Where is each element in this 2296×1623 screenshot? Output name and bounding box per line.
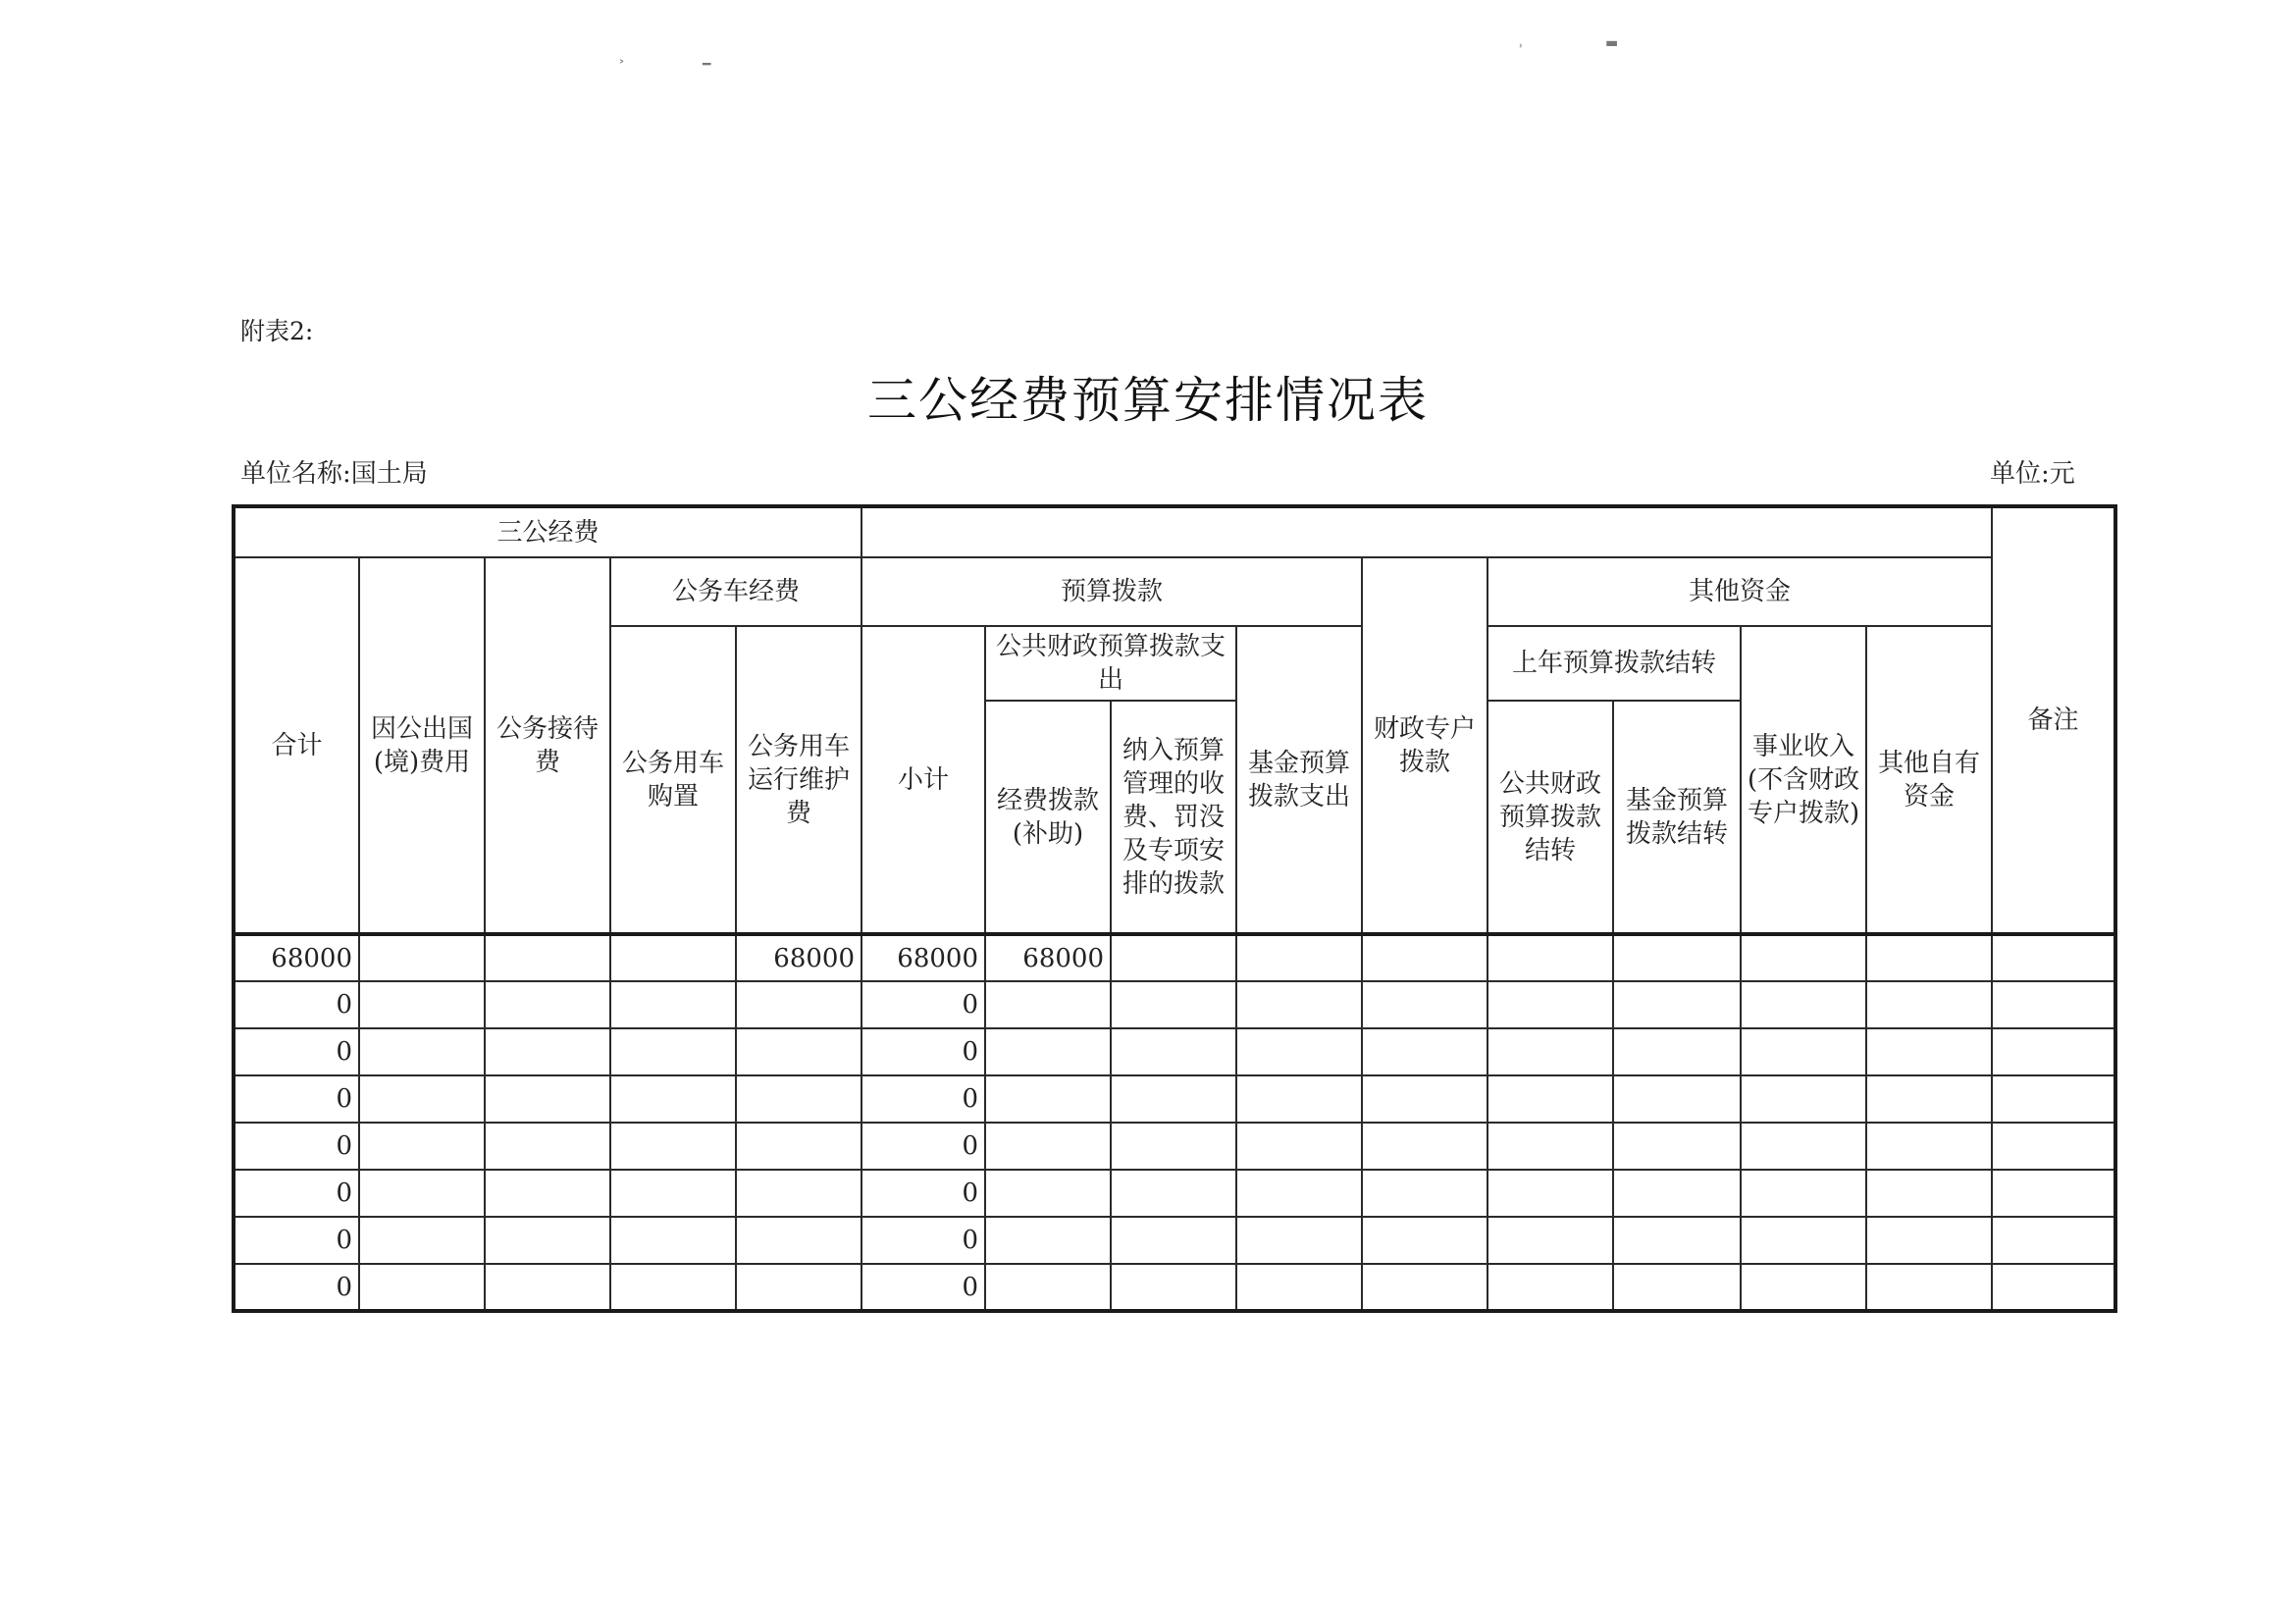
table-cell (736, 1264, 861, 1311)
table-cell (1362, 934, 1487, 981)
table-cell (485, 1170, 610, 1217)
header-naru: 纳入预算管理的收费、罚没及专项安排的拨款 (1111, 701, 1236, 934)
table-cell (1613, 934, 1741, 981)
table-cell (1866, 934, 1992, 981)
table-cell: 0 (234, 1075, 359, 1123)
table-cell (1866, 1264, 1992, 1311)
table-cell (1111, 934, 1236, 981)
annex-label: 附表2: (240, 317, 314, 345)
table-row (234, 1028, 2115, 1075)
table-cell (1613, 1028, 1741, 1075)
table-cell (1741, 1028, 1866, 1075)
header-gouzhi: 公务用车购置 (610, 626, 736, 934)
table-cell (1236, 1170, 1362, 1217)
table-cell (359, 1123, 485, 1170)
table-cell: 0 (861, 1028, 985, 1075)
table-cell (359, 1170, 485, 1217)
table-cell (1992, 1028, 2115, 1075)
currency-unit: 单位:元 (1990, 459, 2075, 489)
table-cell (1236, 1028, 1362, 1075)
table-row (234, 1123, 2115, 1170)
table-row (234, 1217, 2115, 1264)
table-cell: 68000 (985, 934, 1111, 981)
table-cell (1111, 1264, 1236, 1311)
header-shangnian: 上年预算拨款结转 (1487, 626, 1741, 701)
table-cell (1866, 1075, 1992, 1123)
table-cell (736, 1123, 861, 1170)
table-row (234, 1075, 2115, 1123)
table-cell (1362, 981, 1487, 1028)
header-chuguo: 因公出国(境)费用 (359, 557, 485, 934)
table-cell (485, 1217, 610, 1264)
header-gongwuche: 公务车经费 (610, 557, 861, 626)
table-cell (985, 1217, 1111, 1264)
table-cell (359, 1264, 485, 1311)
table-cell: 0 (234, 1123, 359, 1170)
table-cell (1992, 981, 2115, 1028)
table-cell (485, 1123, 610, 1170)
table-cell (1741, 1170, 1866, 1217)
table-cell (610, 1028, 736, 1075)
table-cell (1741, 1217, 1866, 1264)
table-cell (1992, 1170, 2115, 1217)
header-qita-zijin: 其他资金 (1487, 557, 1992, 626)
table-cell: 0 (861, 1217, 985, 1264)
table-cell (736, 1028, 861, 1075)
table-cell: 0 (234, 1217, 359, 1264)
table-cell (610, 934, 736, 981)
header-sangong: 三公经费 (234, 506, 861, 557)
table-cell (1236, 1217, 1362, 1264)
unit-name: 单位名称:国土局 (240, 459, 428, 489)
table-cell (359, 1217, 485, 1264)
table-cell: 0 (861, 1170, 985, 1217)
table-cell (1362, 1217, 1487, 1264)
table-cell (985, 1075, 1111, 1123)
table-cell (1236, 934, 1362, 981)
table-cell (1613, 981, 1741, 1028)
table-cell (1613, 1170, 1741, 1217)
header-heji: 合计 (234, 557, 359, 934)
table-cell (610, 1075, 736, 1123)
table-cell (359, 981, 485, 1028)
table-cell (1613, 1075, 1741, 1123)
table-cell (1236, 1123, 1362, 1170)
table-cell (610, 1123, 736, 1170)
table-cell (985, 1123, 1111, 1170)
table-cell: 68000 (736, 934, 861, 981)
table-cell: 0 (861, 981, 985, 1028)
table-cell (1487, 1123, 1613, 1170)
table-cell: 0 (861, 1264, 985, 1311)
table-cell (736, 1075, 861, 1123)
table-cell (1613, 1217, 1741, 1264)
table-cell (1992, 1075, 2115, 1123)
table-cell: 0 (861, 1123, 985, 1170)
table-cell (1111, 1123, 1236, 1170)
table-cell (1992, 934, 2115, 981)
scan-speck: ˒ (1519, 39, 1524, 55)
table-cell (1487, 981, 1613, 1028)
table-cell: 0 (234, 1264, 359, 1311)
table-cell (1992, 1217, 2115, 1264)
table-cell (985, 1170, 1111, 1217)
table-cell (985, 1264, 1111, 1311)
header-yusuan-bokuan: 预算拨款 (861, 557, 1362, 626)
table-cell (1111, 981, 1236, 1028)
table-cell (1362, 1170, 1487, 1217)
budget-table (232, 504, 2117, 1313)
table-body (234, 934, 2115, 1311)
header-yunxing: 公务用车运行维护费 (736, 626, 861, 934)
table-cell (1111, 1217, 1236, 1264)
table-cell (1487, 1170, 1613, 1217)
table-cell (485, 1264, 610, 1311)
table-cell: 0 (234, 1170, 359, 1217)
table-cell (485, 934, 610, 981)
table-cell (359, 1028, 485, 1075)
table-cell (1741, 1123, 1866, 1170)
table-cell (1362, 1123, 1487, 1170)
table-cell: 0 (861, 1075, 985, 1123)
table-cell (1362, 1075, 1487, 1123)
table-cell (1992, 1264, 2115, 1311)
scan-speck: ━ (703, 57, 711, 73)
table-cell (1487, 934, 1613, 981)
table-cell (1362, 1028, 1487, 1075)
table-cell: 68000 (234, 934, 359, 981)
table-cell (1741, 981, 1866, 1028)
table-cell (1487, 1075, 1613, 1123)
table-cell (485, 1028, 610, 1075)
table-cell (485, 981, 610, 1028)
header-shiye: 事业收入(不含财政专户拨款) (1741, 626, 1866, 934)
table-cell (1362, 1264, 1487, 1311)
table-cell (1741, 934, 1866, 981)
table-cell (1236, 1075, 1362, 1123)
table-cell (1741, 1075, 1866, 1123)
table-row (234, 981, 2115, 1028)
table-cell: 68000 (861, 934, 985, 981)
table-row (234, 1170, 2115, 1217)
table-cell (1111, 1170, 1236, 1217)
table-cell (610, 981, 736, 1028)
table-cell (1866, 1170, 1992, 1217)
header-jiedai: 公务接待费 (485, 557, 610, 934)
table-cell (1111, 1075, 1236, 1123)
table-cell (736, 1217, 861, 1264)
header-jingfei: 经费拨款(补助) (985, 701, 1111, 934)
table-cell (485, 1075, 610, 1123)
header-blank (861, 506, 1992, 557)
table-cell (1613, 1264, 1741, 1311)
table-cell (985, 1028, 1111, 1075)
table-cell (1741, 1264, 1866, 1311)
table-cell (1866, 1123, 1992, 1170)
table-cell (1866, 1028, 1992, 1075)
table-cell (610, 1170, 736, 1217)
table-cell (1487, 1217, 1613, 1264)
table-cell (736, 981, 861, 1028)
table-cell (1236, 1264, 1362, 1311)
scan-speck: ▬ (1605, 35, 1619, 51)
table-cell (1866, 981, 1992, 1028)
page-title: 三公经费预算安排情况表 (867, 372, 1429, 429)
header-caizheng-zhuanhu: 财政专户拨款 (1362, 557, 1487, 934)
header-gonggong-jiezhuan: 公共财政预算拨款结转 (1487, 701, 1613, 934)
table-cell: 0 (234, 1028, 359, 1075)
table-row (234, 934, 2115, 981)
table-cell (985, 981, 1111, 1028)
table-cell (1487, 1264, 1613, 1311)
table-row (234, 1264, 2115, 1311)
table-cell (1487, 1028, 1613, 1075)
header-gonggong-caizheng: 公共财政预算拨款支出 (985, 626, 1236, 701)
table-cell (359, 934, 485, 981)
table-cell (610, 1217, 736, 1264)
header-xiaoji: 小计 (861, 626, 985, 934)
header-beizhu: 备注 (1992, 506, 2115, 934)
table-cell (359, 1075, 485, 1123)
table-cell (1992, 1123, 2115, 1170)
table-cell (1111, 1028, 1236, 1075)
table-cell (736, 1170, 861, 1217)
header-jijin-zhichu: 基金预算拨款支出 (1236, 626, 1362, 934)
table-cell (1866, 1217, 1992, 1264)
scan-speck: ˃ (618, 59, 625, 75)
table-cell (1236, 981, 1362, 1028)
table-cell (1613, 1123, 1741, 1170)
header-qita-zizi: 其他自有资金 (1866, 626, 1992, 934)
table-cell (610, 1264, 736, 1311)
header-jijin-jiezhuan: 基金预算拨款结转 (1613, 701, 1741, 934)
table-cell: 0 (234, 981, 359, 1028)
